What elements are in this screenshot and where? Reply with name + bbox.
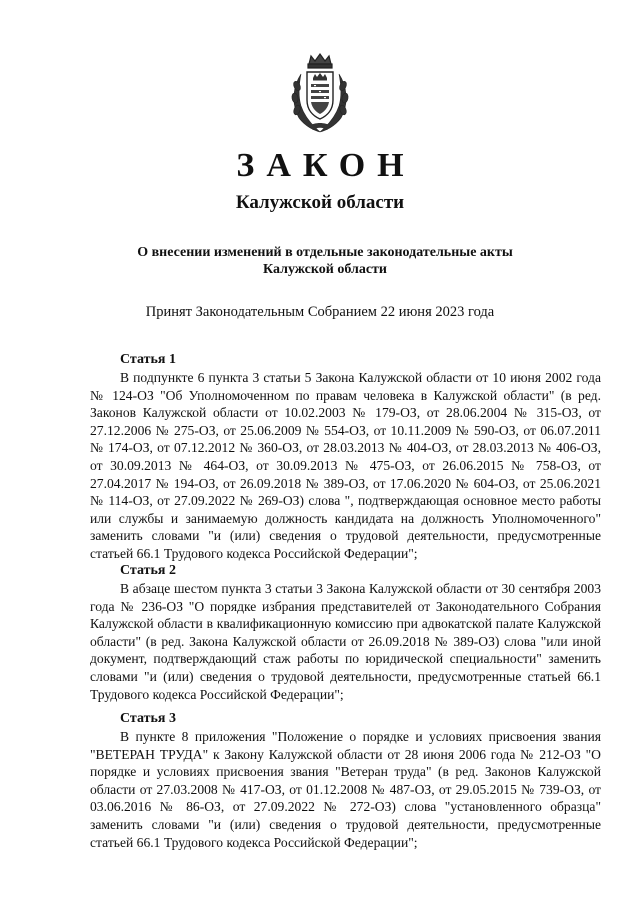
adoption-line: Принят Законодательным Собранием 22 июня 2023 года [145, 304, 495, 320]
document-subject [60, 244, 590, 278]
article-1 [90, 352, 601, 563]
article-2 [90, 563, 601, 703]
subject-line-1: О внесении изменений в отдельные законодательные акты [137, 245, 513, 260]
article-3 [90, 711, 601, 851]
article-text: В пункте 8 приложения "Положение о порядке и условиях присвоения звания "ВЕТЕРАН ТРУДА" к Закону Калужской области от 28 июня 2006 года № 212-ОЗ "О порядке и условиях присвоения звания "Ветеран труда" (в ред. Законов Калужской области от 27.03.2008 № 417-ОЗ, от 01.12.2008 № 487-ОЗ, от 29.05.2015 № 739-ОЗ, от 03.06.2016 № 86-ОЗ, от 27.09.2022 № 272-ОЗ) слова "установленного образца" заменить словами "и (или) сведения о трудовой деятельности, предусмотренные статьей 66.1 Трудового кодекса Российской Федерации"; [90, 729, 601, 850]
article-heading: Статья 1 [120, 352, 176, 367]
article-heading: Статья 2 [120, 563, 176, 578]
article-text: В подпункте 6 пункта 3 статьи 5 Закона Калужской области от 10 июня 2002 года № 124-ОЗ "Об Уполномоченном по правам человека в Калужской области" (в ред. Законов Калужской области от 10.02.2003 № 179-ОЗ, от 28.06.2004 № 315-ОЗ, от 27.12.2006 № 275-ОЗ, от 25.06.2009 № 554-ОЗ, от 10.11.2009 № 590-ОЗ, от 06.07.2011 № 174-ОЗ, от 07.12.2012 № 360-ОЗ, от 28.03.2013 № 404-ОЗ, от 28.03.2013 № 406-ОЗ, от 30.09.2013 № 464-ОЗ, от 30.09.2013 № 475-ОЗ, от 26.06.2015 № 758-ОЗ, от 27.04.2017 № 194-ОЗ, от 26.09.2018 № 389-ОЗ, от 17.06.2020 № 604-ОЗ, от 25.06.2021 № 114-ОЗ, от 27.09.2022 № 269-ОЗ) слова ", подтверждающая основное место работы или службы и занимаемую должность кандидата на должность Уполномоченного" заменить словами "и (или) сведения о трудовой деятельности, предусмотренные статьей 66.1 Трудового кодекса Российской Федерации"; [90, 370, 601, 561]
article-text: В абзаце шестом пункта 3 статьи 3 Закона Калужской области от 30 сентября 2003 года № 236-ОЗ "О порядке избрания представителей от Законодательного Собрания Калужской области в квалификационную комиссию при адвокатской палате Калужской области" (в ред. Закона Калужской области от 26.09.2018 № 389-ОЗ) слова "или иной документ, подтверждающий стаж работы по юридической специальности" заменить словами "и (или) сведения о трудовой деятельности, предусмотренные статьей 66.1 Трудового кодекса Российской Федерации"; [90, 581, 601, 702]
document-title: ЗАКОН [236, 147, 416, 184]
article-heading: Статья 3 [120, 711, 176, 726]
document-region: Калужской области [235, 192, 405, 213]
subject-line-2: Калужской области [263, 262, 387, 277]
kaluga-coat-of-arms-icon [287, 52, 353, 134]
